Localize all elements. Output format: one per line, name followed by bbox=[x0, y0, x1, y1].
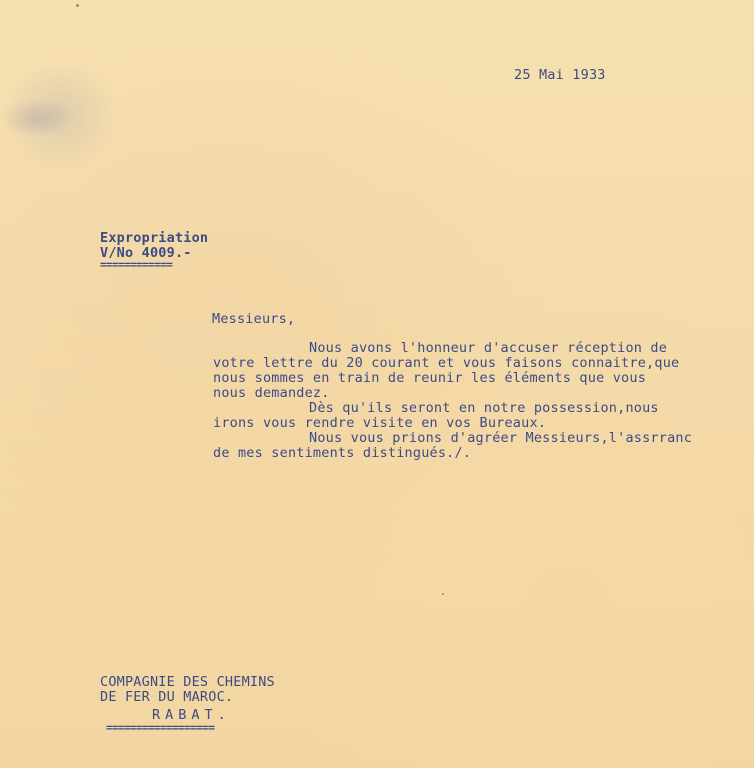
body-line: votre lettre du 20 courant et vous faisons connaitre,que bbox=[213, 355, 680, 371]
body-line: irons vous rendre visite en vos Bureaux. bbox=[213, 415, 547, 431]
paper-speck bbox=[76, 4, 79, 7]
reference-number: V/No 4009.- bbox=[100, 245, 192, 261]
signature-city: RABAT. bbox=[152, 707, 231, 723]
letter-date: 25 Mai 1933 bbox=[514, 67, 606, 83]
reference-underline: ============ bbox=[100, 258, 173, 271]
signature-company-line: COMPAGNIE DES CHEMINS bbox=[100, 674, 275, 690]
body-line: nous sommes en train de reunir les éléments que vous bbox=[213, 370, 647, 386]
body-line: Dès qu'ils seront en notre possession,nous bbox=[309, 400, 659, 416]
body-line: Nous vous prions d'agréer Messieurs,l'assrranc bbox=[309, 430, 693, 446]
salutation: Messieurs, bbox=[212, 311, 296, 327]
signature-underline: ================== bbox=[106, 721, 215, 734]
body-line: de mes sentiments distingués./. bbox=[213, 445, 472, 461]
signature-company-line: DE FER DU MAROC. bbox=[100, 689, 234, 705]
body-line: Nous avons l'honneur d'accuser réception de bbox=[309, 340, 668, 356]
paper-speck bbox=[442, 593, 444, 595]
reference-subject: Expropriation bbox=[100, 230, 209, 246]
body-line: nous demandez. bbox=[213, 385, 330, 401]
ink-smudge bbox=[0, 98, 72, 138]
